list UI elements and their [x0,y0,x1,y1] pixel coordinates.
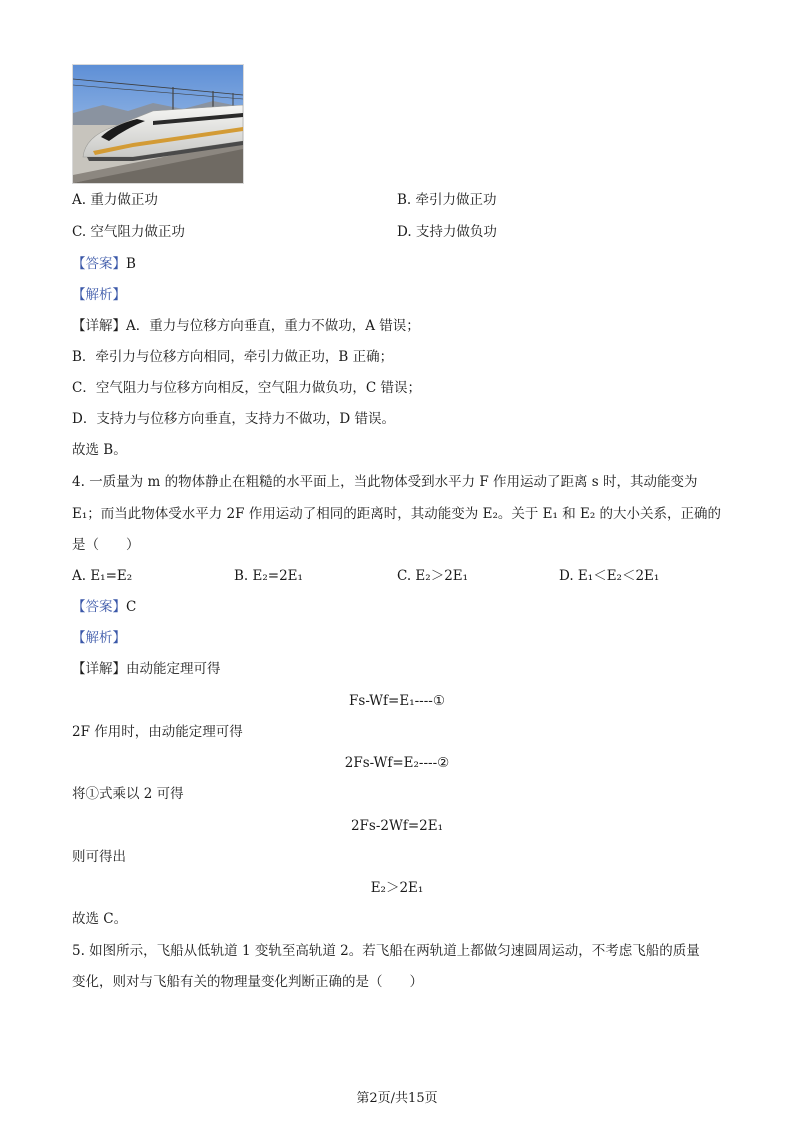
q4-conclusion: 故选 C。 [72,911,128,927]
q4-answer-value: C [126,599,137,615]
q4-equation-3: 2Fs-2Wf=2E₁ [350,818,444,834]
q4-option-b: B. E₂=2E₁ [234,568,303,584]
q3-detail-tag: 【详解】 [72,318,126,334]
q4-stem-line-3: 是（ ） [72,537,140,553]
q4-answer-tag: 【答案】 [72,599,126,615]
q4-detail-intro-text: 由动能定理可得 [126,661,221,677]
q3-detail-line-1 [72,320,420,334]
q4-analysis-tag: 【解析】 [72,630,126,646]
q5-stem-line-2: 变化，则对与飞船有关的物理量变化判断正确的是（ ） [72,974,423,990]
q3-detail-line-4: D．支持力与位移方向垂直，支持力不做功，D 错误。 [72,411,395,427]
q3-detail-line-2: B．牵引力与位移方向相同，牵引力做正功，B 正确； [72,349,394,365]
q4-stem-text-1: 一质量为 m 的物体静止在粗糙的水平面上，当此物体受到水平力 F 作用运动了距离 s 时，其动能变为 [89,474,698,490]
q3-option-d: D. 支持力做负功 [397,224,497,240]
q4-option-c: C. E₂＞2E₁ [397,568,469,584]
q3-conclusion: 故选 B。 [72,442,127,458]
q4-stem-line-1 [72,476,698,490]
q3-answer-tag: 【答案】 [72,256,126,272]
train-illustration [73,65,243,183]
q3-detail-text-1: A．重力与位移方向垂直，重力不做功，A 错误； [126,318,420,334]
page-number: 第2页/共15页 [356,1091,438,1106]
q4-detail-tag: 【详解】 [72,661,126,677]
q4-option-d: D. E₁＜E₂＜2E₁ [559,568,660,584]
q4-stem-line-2: E₁；而当此物体受水平力 2F 作用运动了相同的距离时，其动能变为 E₂。关于 E₁ 和 E₂ 的大小关系，正确的 [72,506,722,522]
q3-option-a: A. 重力做正功 [72,192,158,208]
q3-answer-value: B [126,256,136,272]
q4-number: 4. [72,474,85,490]
q3-analysis-tag: 【解析】 [72,287,126,303]
q4-equation-4: E₂＞2E₁ [370,880,424,896]
q4-text-2: 2F 作用时，由动能定理可得 [72,724,243,740]
q3-option-b: B. 牵引力做正功 [397,192,497,208]
q4-text-4: 则可得出 [72,849,126,865]
q3-option-c: C. 空气阻力做正功 [72,224,185,240]
q3-detail-line-3: C．空气阻力与位移方向相反，空气阻力做负功，C 错误； [72,380,421,396]
q4-answer [72,601,136,615]
q4-equation-2: 2Fs-Wf=E₂----② [344,755,450,771]
q4-equation-1: Fs-Wf=E₁----① [349,693,445,709]
q4-text-3: 将①式乘以 2 可得 [72,786,184,802]
high-speed-train-photo [72,64,244,184]
q3-answer [72,258,136,272]
q4-detail-intro [72,663,221,677]
q5-stem-line-1: 5. 如图所示，飞船从低轨道 1 变轨至高轨道 2。若飞船在两轨道上都做匀速圆周运动，不考虑飞船的质量 [72,943,700,959]
q4-option-a: A. E₁=E₂ [72,568,133,584]
